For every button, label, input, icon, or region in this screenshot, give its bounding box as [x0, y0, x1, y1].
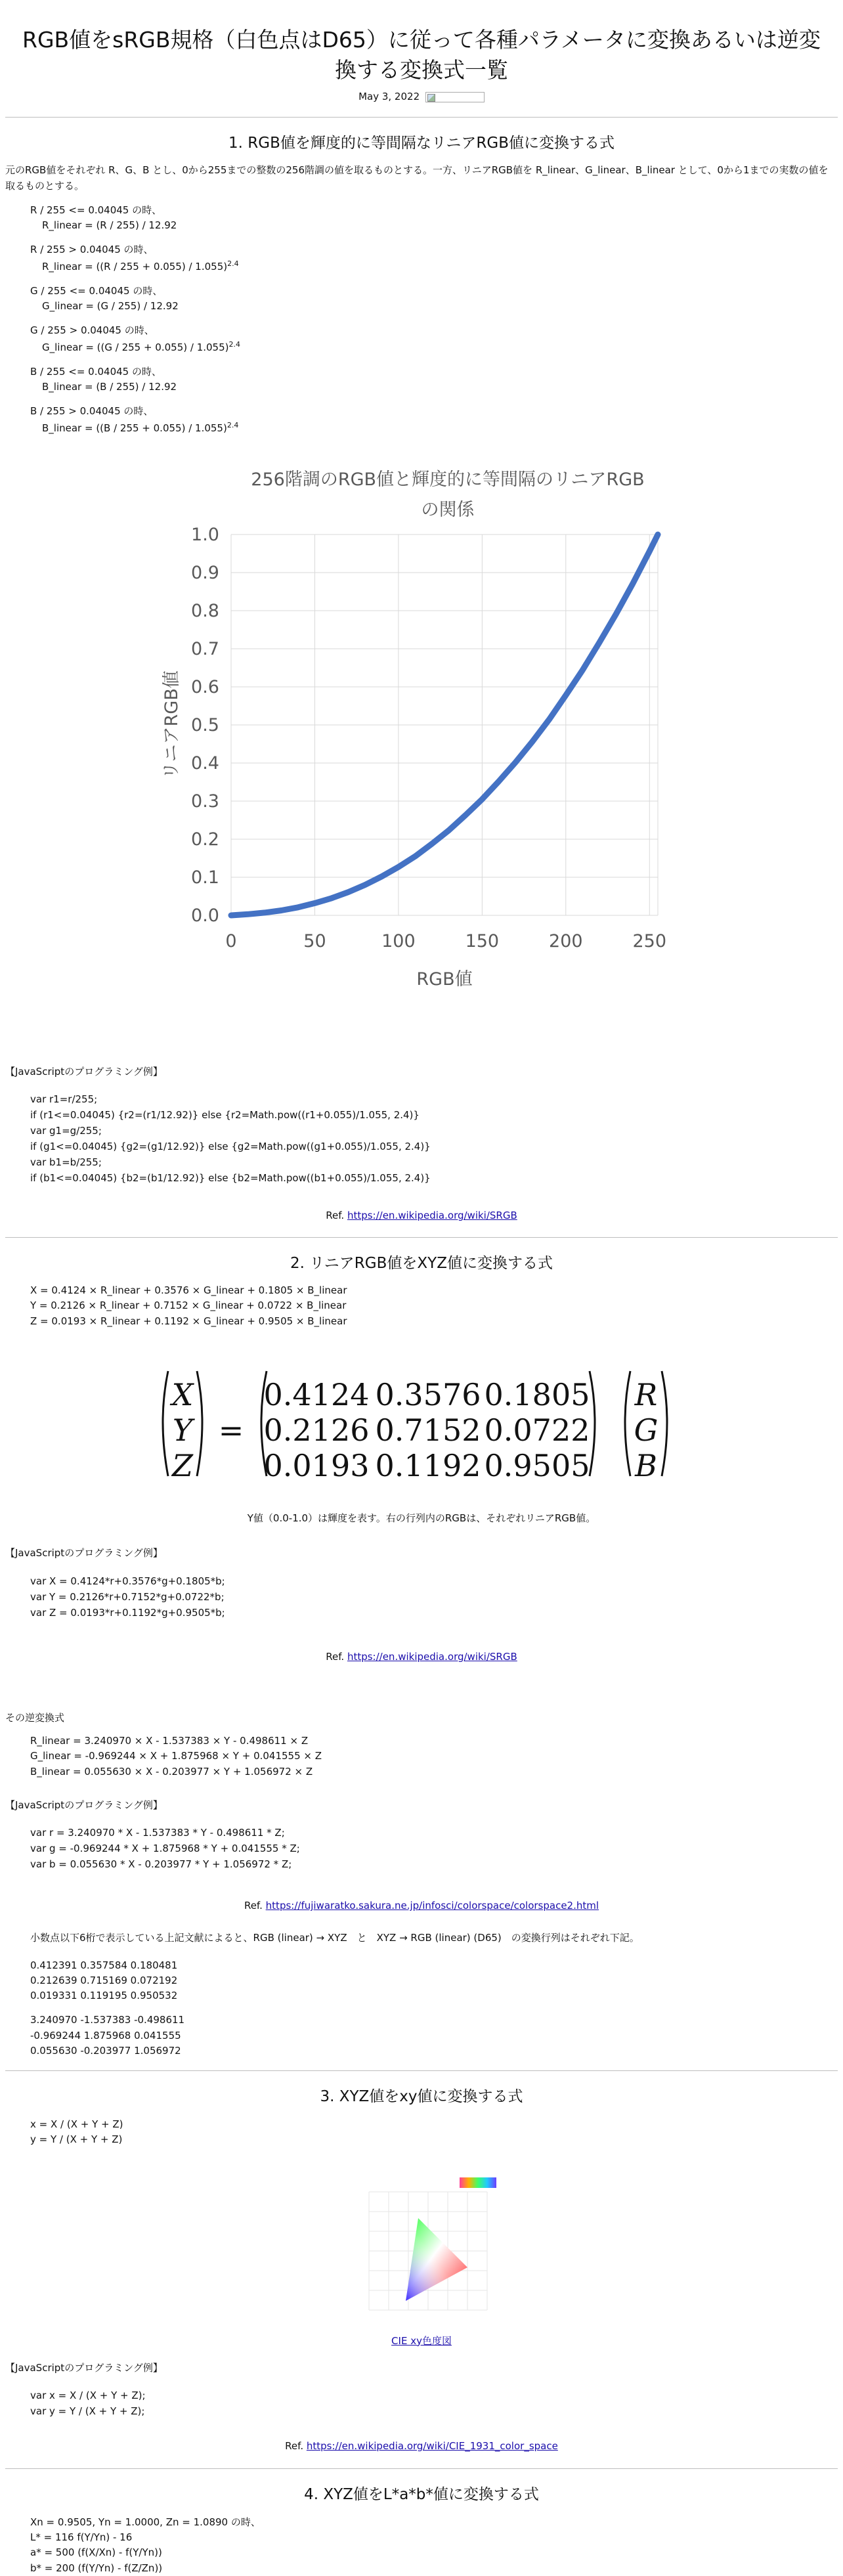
formula-block	[5, 323, 838, 355]
section-2-code-heading: 【JavaScriptのプログラミング例】	[5, 1547, 163, 1560]
ref-link-srgb-2[interactable]: https://en.wikipedia.org/wiki/SRGB	[347, 1650, 517, 1663]
section-2-note: Y値（0.0-1.0）は輝度を表す。右の行列内のRGBは、それぞれリニアRGB値。	[247, 1512, 596, 1525]
code-line: if (g1<=0.04045) {g2=(g1/12.92)} else {g2=Math.pow((g1+0.055)/1.055, 2.4)}	[30, 1141, 431, 1153]
formula-result	[5, 339, 838, 355]
matrix-row: 0.055630 -0.203977 1.056972	[30, 2044, 181, 2057]
right-paren	[590, 1371, 595, 1476]
right-paren	[197, 1371, 202, 1476]
matrix-entry: 0.0722	[484, 1412, 590, 1448]
code-line: var r1=r/255;	[30, 1093, 98, 1106]
section-2-ref	[5, 1649, 838, 1665]
matrix-lhs-entry: X	[171, 1376, 194, 1412]
matrix-a	[5, 1958, 838, 2004]
divider	[5, 2468, 838, 2469]
matrix-row: 3.240970 -1.537383 -0.498611	[30, 2014, 185, 2026]
linear-rgb-chart	[5, 456, 838, 1038]
divider	[5, 2070, 838, 2071]
matrix-row: 0.212639 0.715169 0.072192	[30, 1974, 178, 1986]
y-tick-label: 0.0	[191, 905, 219, 926]
cie-xy-diagram	[5, 2172, 838, 2328]
matrix-row: -0.969244 1.875968 0.041555	[30, 2029, 181, 2041]
matrix-entry: 0.4124	[263, 1376, 370, 1412]
formula-line: R_linear = 3.240970 × X - 1.537383 × Y - 0.498611 × Z	[30, 1735, 309, 1747]
section-2-heading: 2. リニアRGB値をXYZ値に変換する式	[290, 1254, 553, 1272]
formula-result	[5, 380, 838, 395]
formula-block	[5, 242, 838, 274]
formula-condition: B / 255 > 0.04045 の時、	[30, 405, 154, 418]
y-tick-label: 1.0	[191, 524, 219, 545]
formula-condition: R / 255 > 0.04045 の時、	[30, 244, 154, 256]
section-1-ref	[5, 1208, 838, 1223]
section-3-heading: 3. XYZ値をxy値に変換する式	[320, 2088, 523, 2106]
y-tick-label: 0.7	[191, 638, 219, 659]
code-line: var Z = 0.0193*r+0.1192*g+0.9505*b;	[30, 1606, 225, 1619]
formula-block	[5, 404, 838, 436]
x-tick-label: 150	[465, 930, 500, 951]
formula-expression: G_linear = (G / 255) / 12.92	[42, 300, 179, 313]
code-line: var X = 0.4124*r+0.3576*g+0.1805*b;	[30, 1575, 225, 1587]
formula-line: G_linear = -0.969244 × X + 1.875968 × Y + 0.041555 × Z	[30, 1750, 322, 1762]
ref-link-srgb[interactable]: https://en.wikipedia.org/wiki/SRGB	[347, 1210, 517, 1222]
x-tick-label: 50	[303, 930, 326, 951]
formula-result	[5, 258, 838, 274]
matrix-entry: 0.9505	[484, 1447, 590, 1480]
x-axis-label: RGB値	[416, 969, 473, 990]
code-line: var x = X / (X + Y + Z);	[30, 2390, 146, 2402]
formula-condition: G / 255 > 0.04045 の時、	[30, 324, 154, 337]
ref-label: Ref.	[285, 2440, 304, 2453]
page	[0, 25, 843, 2576]
code-line: var g1=g/255;	[30, 1125, 102, 1137]
date-row	[5, 89, 838, 104]
code-line: var b1=b/255;	[30, 1156, 102, 1169]
matrix-entry: 0.7152	[375, 1412, 481, 1448]
section-2-code	[5, 1573, 838, 1621]
matrix-b	[5, 2013, 838, 2059]
section-1-intro: 元のRGB値をそれぞれ R、G、B とし、0から255までの整数の256階調の値を取るものとする。一方、リニアRGB値を R_linear、G_linear、B_linear として、0から1までの実数の値を取るものとする。	[5, 164, 829, 192]
formula-line: a* = 500 (f(X/Xn) - f(Y/Yn))	[30, 2546, 162, 2559]
formula-block	[5, 203, 838, 234]
y-tick-label: 0.9	[191, 562, 219, 583]
code-line: var g = -0.969244 * X + 1.875968 * Y + 0.041555 * Z;	[30, 1843, 300, 1855]
post-date: May 3, 2022	[358, 91, 420, 103]
left-paren	[163, 1371, 168, 1476]
formula-exponent: 2.4	[227, 259, 239, 268]
formula-line: L* = 116 f(Y/Yn) - 16	[30, 2531, 133, 2544]
x-tick-label: 250	[632, 930, 667, 951]
section-1-code	[5, 1091, 838, 1186]
matrix-entry: 0.1192	[375, 1447, 481, 1480]
formula-line: X = 0.4124 × R_linear + 0.3576 × G_linear + 0.1805 × B_linear	[30, 1284, 347, 1297]
section-2-ref2	[5, 1898, 838, 1913]
section-4-formulas	[5, 2515, 838, 2576]
code-line: var Y = 0.2126*r+0.7152*g+0.0722*b;	[30, 1590, 225, 1603]
section-3-formulas	[5, 2117, 838, 2148]
formula-block	[5, 284, 838, 315]
y-tick-label: 0.3	[191, 791, 219, 812]
section-3-code-heading: 【JavaScriptのプログラミング例】	[5, 2361, 163, 2374]
formula-condition: R / 255 <= 0.04045 の時、	[30, 204, 162, 216]
section-3-code	[5, 2388, 838, 2419]
formula-expression: G_linear = ((G / 255 + 0.055) / 1.055)	[42, 341, 229, 353]
section-2-formulas	[5, 1283, 838, 1329]
section-3-ref	[5, 2439, 838, 2454]
matrix-rhs-entry: G	[634, 1412, 659, 1448]
section-4-heading: 4. XYZ値をL*a*b*値に変換する式	[304, 2486, 539, 2504]
formula-line: y = Y / (X + Y + Z)	[30, 2133, 123, 2146]
ref-link-cie1931[interactable]: https://en.wikipedia.org/wiki/CIE_1931_color_space	[306, 2440, 558, 2453]
formula-expression: R_linear = ((R / 255 + 0.055) / 1.055)	[42, 260, 228, 273]
equals-sign: =	[218, 1412, 244, 1448]
matrix-entry: 0.2126	[263, 1412, 370, 1448]
y-tick-label: 0.8	[191, 600, 219, 621]
formula-expression: B_linear = (B / 255) / 12.92	[42, 381, 177, 393]
formula-line: x = X / (X + Y + Z)	[30, 2118, 123, 2130]
code-line: var r = 3.240970 * X - 1.537383 * Y - 0.498611 * Z;	[30, 1827, 285, 1839]
y-tick-label: 0.2	[191, 829, 219, 850]
formula-result	[5, 218, 838, 233]
chart-svg	[152, 456, 691, 1034]
matrix-lhs-entry: Z	[172, 1447, 193, 1480]
x-tick-label: 200	[549, 930, 583, 951]
divider	[5, 1237, 838, 1238]
formula-condition: B / 255 <= 0.04045 の時、	[30, 365, 162, 378]
formula-exponent: 2.4	[227, 420, 239, 429]
divider	[5, 117, 838, 118]
y-tick-label: 0.6	[191, 676, 219, 697]
code-line: if (r1<=0.04045) {r2=(r1/12.92)} else {r2=Math.pow((r1+0.055)/1.055, 2.4)}	[30, 1109, 420, 1122]
matrix-rhs-entry: B	[635, 1447, 657, 1480]
code-line: if (b1<=0.04045) {b2=(b1/12.92)} else {b2=Math.pow((b1+0.055)/1.055, 2.4)}	[30, 1172, 431, 1185]
ref-label: Ref.	[244, 1900, 263, 1912]
code-line: var y = Y / (X + Y + Z);	[30, 2405, 145, 2418]
formula-line: Z = 0.0193 × R_linear + 0.1192 × G_linear + 0.9505 × B_linear	[30, 1315, 347, 1327]
page-title: RGB値をsRGB規格（白色点はD65）に従って各種パラメータに変換あるいは逆変換する変換式一覧	[22, 27, 821, 83]
ref-label: Ref.	[326, 1210, 345, 1222]
formula-result	[5, 299, 838, 314]
left-paren	[625, 1371, 630, 1476]
y-axis-label: リニアRGB値	[162, 670, 182, 779]
formula-result	[5, 420, 838, 436]
section-1-heading: 1. RGB値を輝度的に等間隔なリニアRGB値に変換する式	[228, 134, 615, 152]
matrix-entry: 0.1805	[484, 1376, 590, 1412]
chromaticity-diagram-image	[343, 2172, 500, 2323]
formula-expression: R_linear = (R / 255) / 12.92	[42, 219, 177, 232]
formula-line: Y = 0.2126 × R_linear + 0.7152 × G_linear + 0.0722 × B_linear	[30, 1299, 347, 1312]
formula-line: B_linear = 0.055630 × X - 0.203977 × Y + 1.056972 × Z	[30, 1765, 313, 1778]
ref-link-fujiwara[interactable]: https://fujiwaratko.sakura.ne.jp/infosci/colorspace/colorspace2.html	[265, 1900, 599, 1912]
formula-condition: G / 255 <= 0.04045 の時、	[30, 284, 163, 297]
formula-line: b* = 200 (f(Y/Yn) - f(Z/Zn))	[30, 2562, 163, 2574]
matrix-entry: 0.3576	[375, 1376, 481, 1412]
matrix-svg	[152, 1368, 691, 1480]
six-digit-note: 小数点以下6桁で表示している上記文献によると、RGB (linear) → XYZ と XYZ → RGB (linear) (D65) の変換行列はそれぞれ下記。	[30, 1932, 639, 1944]
section-1-formulas	[5, 203, 838, 436]
inverse-heading: その逆変換式	[5, 1711, 65, 1724]
rgb-to-xyz-matrix	[5, 1368, 838, 1485]
formula-exponent: 2.4	[228, 339, 240, 349]
ref-label: Ref.	[326, 1650, 345, 1663]
matrix-row: 0.019331 0.119195 0.950532	[30, 1990, 178, 2002]
matrix-lhs-entry: Y	[172, 1412, 193, 1448]
matrix-row: 0.412391 0.357584 0.180481	[30, 1959, 178, 1971]
formula-expression: B_linear = ((B / 255 + 0.055) / 1.055)	[42, 422, 227, 434]
matrix-entry: 0.0193	[263, 1447, 370, 1480]
code-line: var b = 0.055630 * X - 0.203977 * Y + 1.056972 * Z;	[30, 1858, 292, 1871]
x-tick-label: 0	[225, 930, 237, 951]
formula-block	[5, 364, 838, 395]
x-tick-label: 100	[381, 930, 416, 951]
broken-image-icon	[425, 92, 485, 102]
inverse-formulas	[5, 1734, 838, 1779]
section-2-code2	[5, 1825, 838, 1872]
y-tick-label: 0.1	[191, 867, 219, 888]
chart-title: 256階調のRGB値と輝度的に等間隔のリニアRGB の関係	[251, 469, 645, 520]
y-tick-label: 0.5	[191, 714, 219, 735]
cie-xy-diagram-link[interactable]: CIE xy色度図	[391, 2334, 452, 2347]
section-2-code2-heading: 【JavaScriptのプログラミング例】	[5, 1799, 163, 1811]
matrix-rhs-entry: R	[634, 1376, 658, 1412]
y-tick-label: 0.4	[191, 753, 219, 774]
right-paren	[662, 1371, 667, 1476]
section-1-code-heading: 【JavaScriptのプログラミング例】	[5, 1066, 163, 1078]
formula-line: Xn = 0.9505, Yn = 1.0000, Zn = 1.0890 の時、	[30, 2516, 261, 2528]
